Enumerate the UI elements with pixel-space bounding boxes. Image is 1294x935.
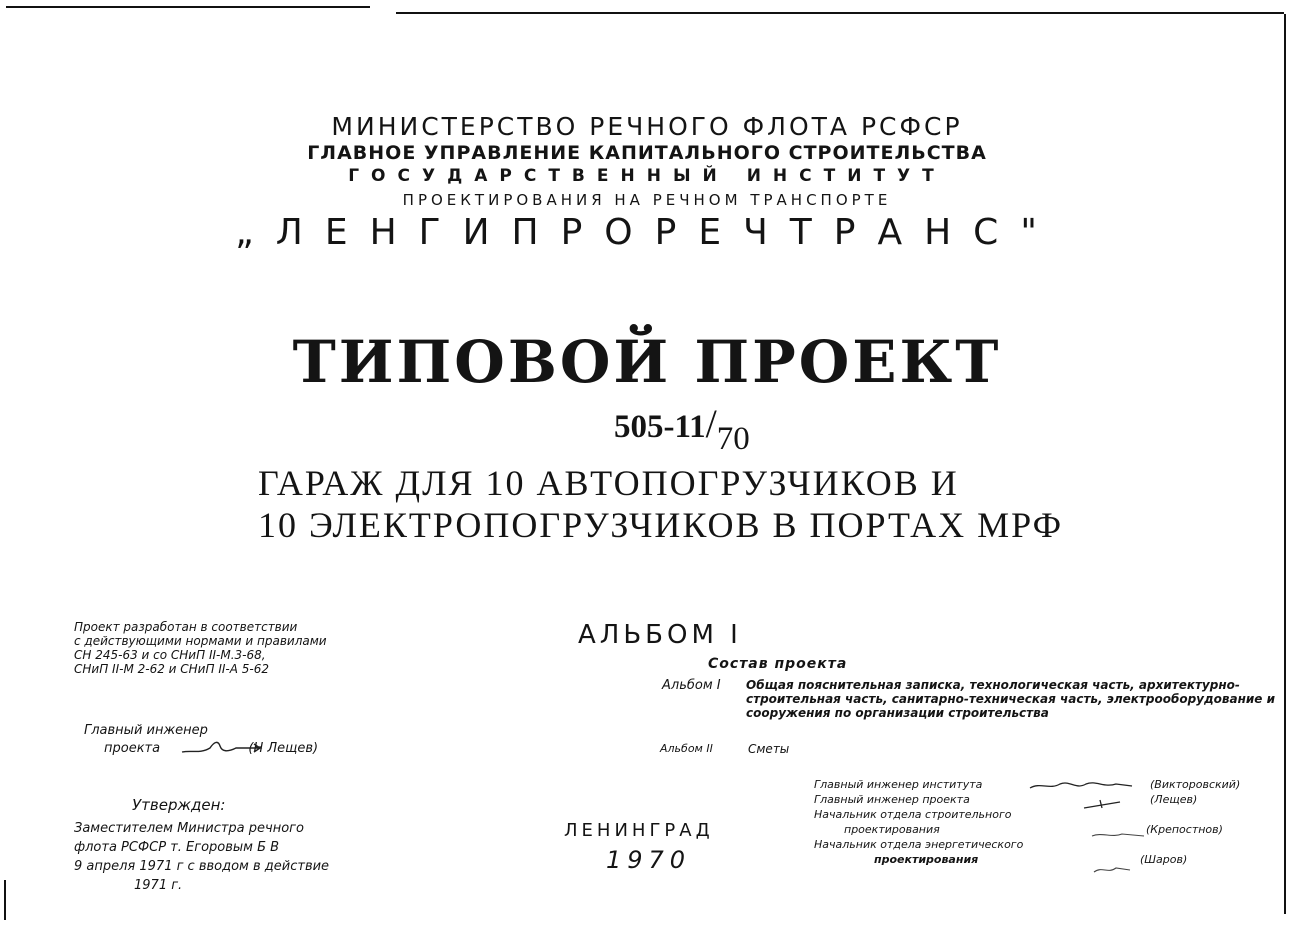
institute-heading-1: ГОСУДАРСТВЕННЫЙ ИНСТИТУТ (348, 166, 946, 186)
chief-engineer-label: Главный инженер (84, 723, 208, 738)
staff-row (814, 823, 1223, 838)
institute-name: „ЛЕНГИПРОРЕЧТРАНС" (235, 212, 1059, 253)
staff-row (814, 793, 1198, 808)
fraction-slash: / (705, 401, 717, 446)
staff-title: Начальник отдела строительного (814, 808, 1012, 821)
design-basis-note (74, 620, 327, 676)
city-name: ЛЕНИНГРАД (564, 820, 714, 841)
staff-row (814, 808, 1023, 823)
approval-line: 9 апреля 1971 г с вводом в действие (74, 859, 330, 874)
frame-line-top-left (6, 6, 370, 8)
album1-contents: Общая пояснительная записка, технологическая часть, архитектурно-строительная часть, санитарно-техническая часть, электрооборудование и сооружения по организации строительства (746, 678, 1276, 720)
staff-title: Начальник отдела энергетического (814, 838, 1024, 851)
album2-contents: Сметы (748, 742, 790, 756)
frame-line-top-right (396, 12, 1284, 14)
project-number-suffix: 70 (716, 421, 750, 457)
project-number (614, 400, 750, 457)
chief-engineer-label-2: проекта (104, 741, 161, 756)
ministry-heading: МИНИСТЕРСТВО РЕЧНОГО ФЛОТА РСФСР (331, 112, 963, 141)
staff-row (814, 778, 1241, 793)
basis-line: с действующими нормами и правилами (74, 634, 327, 648)
signature-krepostnov (1090, 826, 1150, 842)
staff-name: (Лещев) (1150, 793, 1198, 806)
basis-line: Проект разработан в соответствии (74, 620, 298, 634)
staff-row (814, 838, 1023, 853)
approval-line: Заместителем Министра речного (74, 821, 304, 836)
chief-engineer-name: (Н Лещев) (248, 741, 319, 756)
subtitle-line-2: 10 ЭЛЕКТРОПОГРУЗЧИКОВ В ПОРТАХ МРФ (258, 505, 1064, 545)
project-number-main: 505-11 (614, 409, 706, 445)
year: 1970 (606, 846, 692, 874)
basis-line: СНиП II-М 2-62 и СНиП II-А 5-62 (74, 662, 269, 676)
frame-line-left (4, 880, 6, 920)
department-heading: ГЛАВНОЕ УПРАВЛЕНИЕ КАПИТАЛЬНОГО СТРОИТЕЛЬСТВА (307, 142, 987, 164)
signature-sharov (1090, 862, 1140, 878)
signature-lescev-2 (1080, 796, 1140, 812)
subtitle-line-1: ГАРАЖ ДЛЯ 10 АВТОПОГРУЗЧИКОВ И (258, 463, 959, 503)
signature-lescev (180, 736, 264, 758)
staff-title-cont: проектирования (874, 853, 979, 866)
staff-title: Главный инженер проекта (814, 793, 970, 806)
document-title: ТИПОВОЙ ПРОЕКТ (292, 328, 1002, 396)
album-label: АЛЬБОМ I (578, 620, 742, 650)
album2-label: Альбом II (660, 742, 713, 755)
composition-title: Состав проекта (708, 656, 848, 672)
staff-name: (Викторовский) (1150, 778, 1241, 791)
approval-line: 1971 г. (134, 878, 183, 893)
album1-label: Альбом I (662, 678, 721, 693)
approval-line: флота РСФСР т. Егоровым Б В (74, 840, 280, 855)
staff-title-cont: проектирования (844, 823, 940, 836)
staff-name: (Крепостнов) (1146, 823, 1223, 836)
staff-name: (Шаров) (1140, 853, 1188, 866)
staff-row (814, 853, 1188, 868)
signature-viktorovsky (1026, 778, 1136, 796)
approval-title: Утвержден: (132, 796, 226, 814)
staff-title: Главный инженер института (814, 778, 983, 791)
institute-heading-2: ПРОЕКТИРОВАНИЯ НА РЕЧНОМ ТРАНСПОРТЕ (402, 191, 892, 209)
basis-line: СН 245-63 и со СНиП II-М.3-68, (74, 648, 266, 662)
approval-block (74, 796, 329, 895)
staff-signatures (814, 778, 1241, 868)
